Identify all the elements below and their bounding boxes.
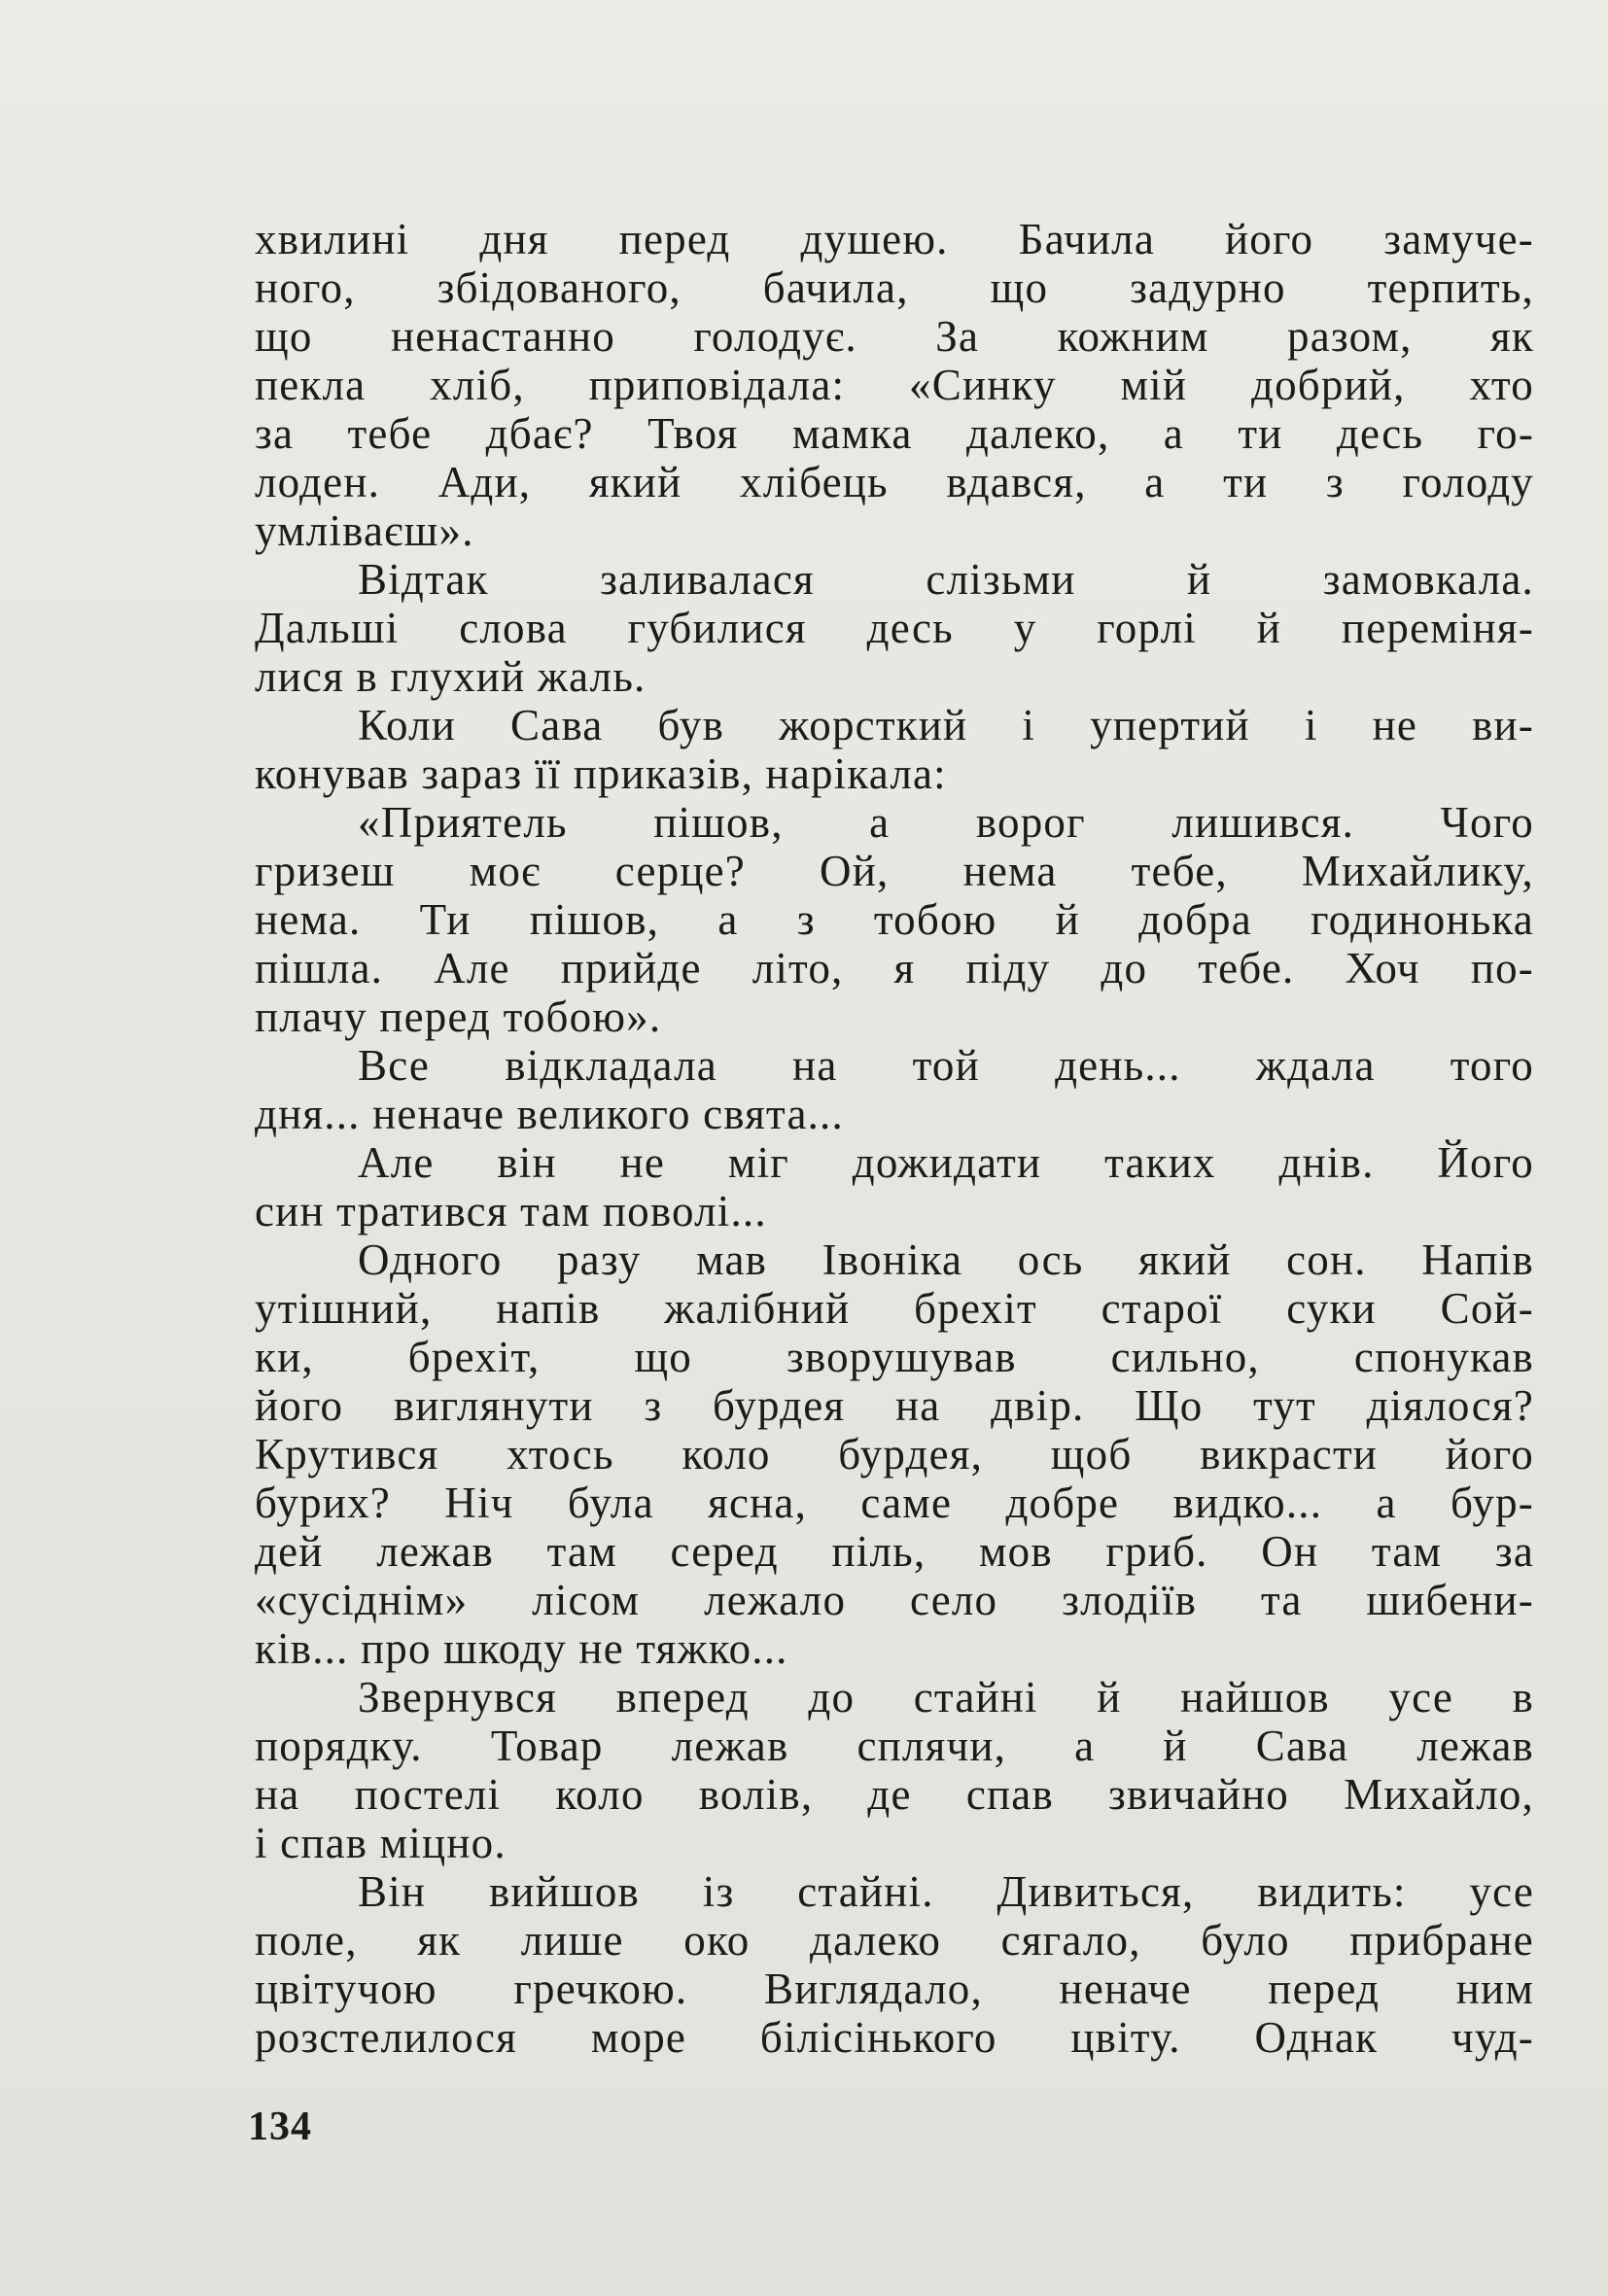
text-line: «Приятель пішов, а ворог лишився. Чого <box>358 798 1534 847</box>
text-line: ків... про шкоду не тяжко... <box>255 1624 788 1673</box>
text-line: розстелилося море білісінького цвіту. Однак чуд- <box>255 2013 1534 2062</box>
text-line: Звернувся вперед до стайні й найшов усе в <box>358 1673 1534 1722</box>
text-line: хвилині дня перед душею. Бачила його замуче- <box>255 215 1534 263</box>
text-line: ного, збідованого, бачила, що задурно терпить, <box>255 263 1534 312</box>
body-text <box>255 215 1534 2062</box>
text-line: дей лежав там серед піль, мов гриб. Он там за <box>255 1527 1534 1576</box>
text-line: умліваєш». <box>255 506 474 555</box>
text-line: Коли Сава був жорсткий і упертий і не ви- <box>358 701 1534 749</box>
text-line: і спав міцно. <box>255 1819 507 1867</box>
text-line: за тебе дбає? Твоя мамка далеко, а ти десь го- <box>255 409 1534 458</box>
text-line: лися в глухий жаль. <box>255 652 647 701</box>
text-line: ки, брехіт, що зворушував сильно, спонукав <box>255 1333 1534 1381</box>
text-line: Все відкладала на той день... ждала того <box>358 1041 1534 1090</box>
text-line: лоден. Ади, який хлібець вдався, а ти з голоду <box>255 458 1534 506</box>
text-line: нема. Ти пішов, а з тобою й добра годинонька <box>255 895 1534 944</box>
text-line: син тратився там поволі... <box>255 1187 767 1235</box>
text-line: Відтак заливалася слізьми й замовкала. <box>358 555 1534 604</box>
text-line: Крутився хтось коло бурдея, щоб викрасти його <box>255 1430 1534 1478</box>
page-number: 134 <box>248 2105 312 2149</box>
text-line: Але він не міг дожидати таких днів. Його <box>358 1138 1534 1187</box>
text-line: пекла хліб, приповідала: «Синку мій добрий, хто <box>255 361 1534 409</box>
text-line: Він вийшов із стайні. Дивиться, видить: усе <box>358 1867 1534 1916</box>
text-line: утішний, напів жалібний брехіт старої суки Сой- <box>255 1284 1534 1333</box>
text-line: цвітучою гречкою. Виглядало, неначе перед ним <box>255 1965 1534 2013</box>
text-line: на постелі коло волів, де спав звичайно Михайло, <box>255 1770 1534 1819</box>
text-line: що ненастанно голодує. За кожним разом, як <box>255 312 1534 361</box>
text-line: порядку. Товар лежав сплячи, а й Сава лежав <box>255 1722 1534 1770</box>
text-line: конував зараз її приказів, нарікала: <box>255 749 947 798</box>
text-line: бурих? Ніч була ясна, саме добре видко... а бур- <box>255 1478 1534 1527</box>
text-line: пішла. Але прийде літо, я піду до тебе. Хоч по- <box>255 944 1534 992</box>
text-line: гризеш моє серце? Ой, нема тебе, Михайлику, <box>255 847 1534 895</box>
text-line: поле, як лише око далеко сягало, було прибране <box>255 1916 1534 1965</box>
text-line: плачу перед тобою». <box>255 992 662 1041</box>
text-line: Одного разу мав Івоніка ось який сон. Напів <box>358 1235 1534 1284</box>
text-line: Дальші слова губилися десь у горлі й переміня- <box>255 604 1534 652</box>
text-line: дня... неначе великого свята... <box>255 1090 844 1138</box>
text-line: «сусіднім» лісом лежало село злодіїв та шибени- <box>255 1576 1534 1624</box>
text-line: його виглянути з бурдея на двір. Що тут діялося? <box>255 1381 1534 1430</box>
